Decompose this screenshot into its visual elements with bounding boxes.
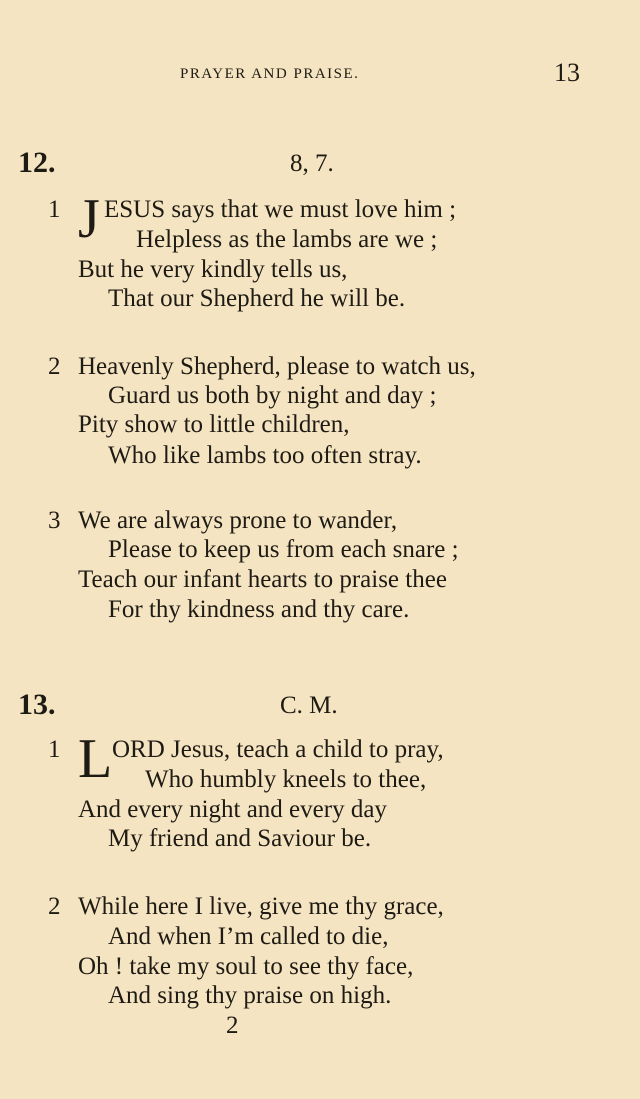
verse-line: While here I live, give me thy grace, xyxy=(78,893,444,920)
verse-line: Who humbly kneels to thee, xyxy=(145,766,427,793)
verse-line: But he very kindly tells us, xyxy=(78,256,348,283)
verse-line: And every night and every day xyxy=(78,796,387,823)
verse-line: Helpless as the lambs are we ; xyxy=(136,226,438,253)
verse-line: Teach our infant hearts to praise thee xyxy=(78,566,447,593)
stanza-number: 3 xyxy=(48,507,61,534)
stanza-number: 1 xyxy=(48,736,61,763)
verse-line: ORD Jesus, teach a child to pray, xyxy=(112,736,444,763)
hymn-number: 12. xyxy=(18,146,56,179)
verse-line: ESUS says that we must love him ; xyxy=(104,196,457,223)
hymn-meter: 8, 7. xyxy=(290,150,334,177)
verse-line: Who like lambs too often stray. xyxy=(108,442,422,469)
verse-line: And sing thy praise on high. xyxy=(108,982,392,1009)
stanza-number: 1 xyxy=(48,196,61,223)
verse-line: Heavenly Shepherd, please to watch us, xyxy=(78,353,476,380)
running-title: PRAYER AND PRAISE. xyxy=(180,66,360,82)
verse-line: Please to keep us from each snare ; xyxy=(108,536,459,563)
stanza-number: 2 xyxy=(48,893,61,920)
verse-line: We are always prone to wander, xyxy=(78,507,398,534)
verse-line: Guard us both by night and day ; xyxy=(108,382,437,409)
drop-cap: J xyxy=(78,188,100,250)
signature-mark: 2 xyxy=(226,1012,239,1039)
hymn-number: 13. xyxy=(18,688,56,721)
verse-line: Oh ! take my soul to see thy face, xyxy=(78,953,414,980)
hymn-meter: C. M. xyxy=(280,692,338,719)
stanza-number: 2 xyxy=(48,353,61,380)
drop-cap: L xyxy=(78,728,113,790)
verse-line: Pity show to little children, xyxy=(78,411,350,438)
verse-line: For thy kindness and thy care. xyxy=(108,596,410,623)
verse-line: My friend and Saviour be. xyxy=(108,825,372,852)
verse-line: And when I’m called to die, xyxy=(108,923,389,950)
verse-line: That our Shepherd he will be. xyxy=(108,285,406,312)
page-number: 13 xyxy=(554,58,580,87)
